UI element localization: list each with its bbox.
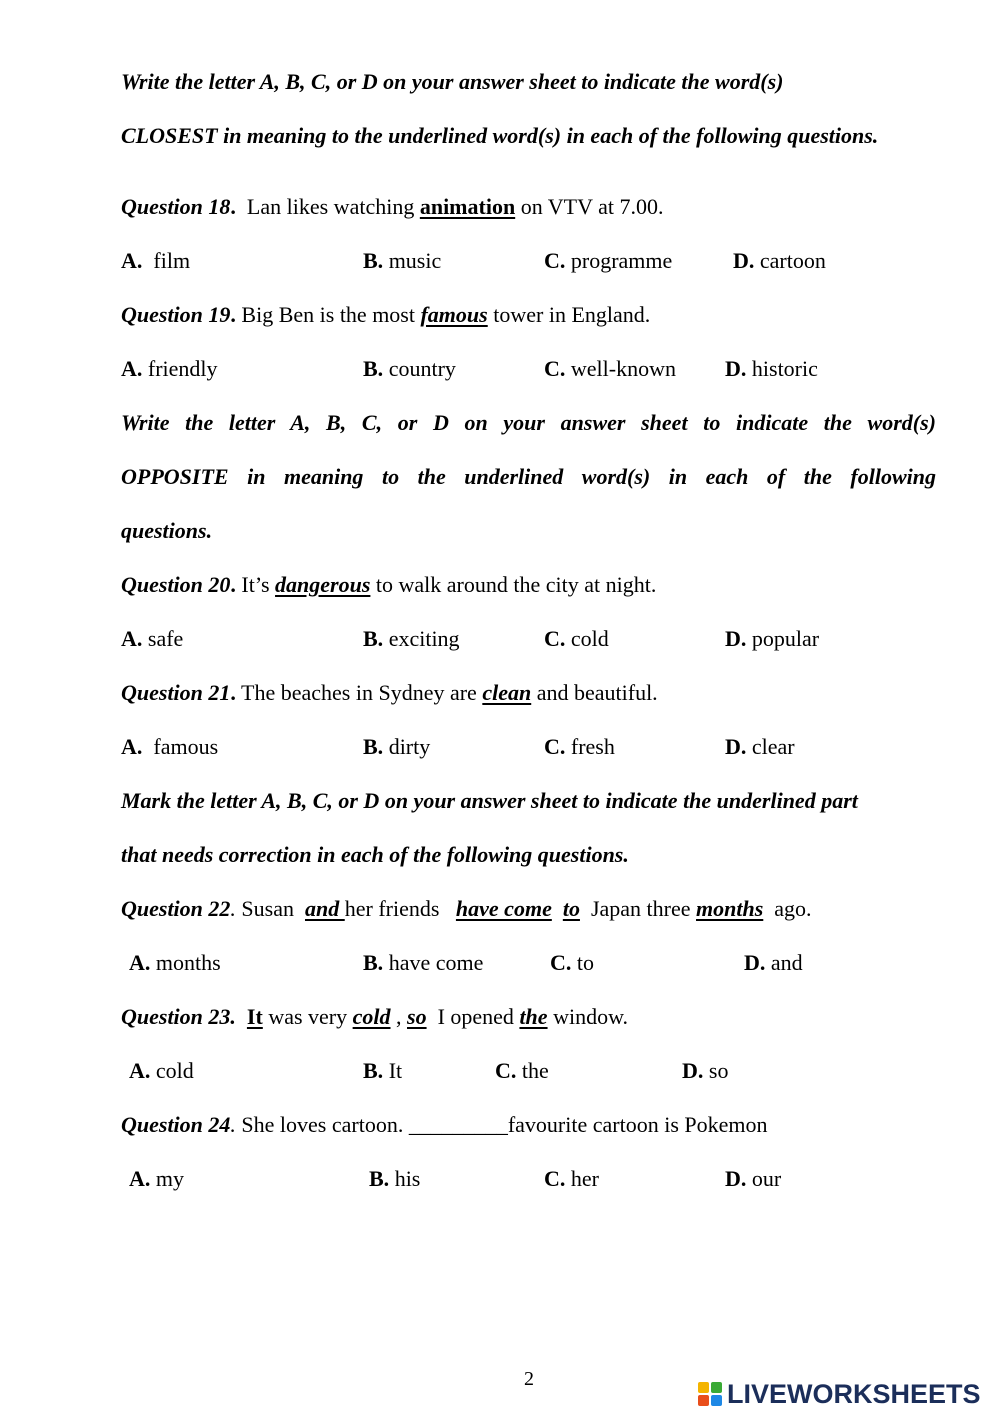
underlined-part: It	[246, 1004, 263, 1029]
option-a[interactable]: A. my	[129, 1166, 185, 1191]
underlined-part: cold	[352, 1004, 391, 1029]
option-a[interactable]: A. safe	[121, 626, 184, 651]
question-18-options	[121, 246, 936, 276]
question-label: Question 24	[121, 1112, 231, 1137]
underlined-part: so	[407, 1004, 427, 1029]
underlined-part: and	[304, 896, 345, 921]
option-b[interactable]: B. dirty	[363, 734, 431, 759]
option-d[interactable]: D. historic	[725, 356, 818, 381]
option-d[interactable]: D. our	[725, 1166, 782, 1191]
option-a[interactable]: A. cold	[129, 1058, 194, 1083]
instruction-opposite-line1: Write the letter A, B, C, or D on your answer sheet to indicate the word(s)	[121, 410, 936, 435]
option-a[interactable]: A. famous	[121, 734, 219, 759]
question-24-options	[121, 1164, 936, 1194]
question-19-options	[121, 354, 936, 384]
question-22-options	[121, 948, 936, 978]
question-19: Question 19. Big Ben is the most famous tower in England.	[121, 302, 651, 327]
option-a[interactable]: A. film	[121, 248, 191, 273]
option-b[interactable]: B. music	[363, 248, 442, 273]
option-d[interactable]: D. popular	[725, 626, 820, 651]
question-label: Question 21	[121, 680, 231, 705]
underlined-word: dangerous	[275, 572, 371, 597]
page-number: 2	[524, 1368, 534, 1390]
question-label: Question 20	[121, 572, 231, 597]
option-b[interactable]: B. country	[363, 356, 456, 381]
underlined-word: clean	[482, 680, 532, 705]
option-b[interactable]: B. his	[369, 1166, 421, 1191]
question-23-options	[121, 1056, 936, 1086]
underlined-word: famous	[420, 302, 488, 327]
question-23: Question 23. It was very cold , so I opened the window.	[121, 1004, 629, 1029]
option-d[interactable]: D. cartoon	[733, 248, 826, 273]
question-label: Question 18	[121, 194, 231, 219]
option-c[interactable]: C. to	[550, 950, 595, 975]
underlined-part: have come	[455, 896, 552, 921]
instruction-opposite-line3: questions.	[121, 518, 213, 543]
underlined-word: animation	[419, 194, 516, 219]
option-c[interactable]: C. fresh	[544, 734, 615, 759]
question-label: Question 23.	[121, 1004, 236, 1029]
question-22: Question 22. Susan and her friends have come to Japan three months ago.	[121, 896, 812, 921]
question-label: Question 22	[121, 896, 231, 921]
question-20: Question 20. It’s dangerous to walk around the city at night.	[121, 572, 657, 597]
option-c[interactable]: C. cold	[544, 626, 609, 651]
question-21-options	[121, 732, 936, 762]
option-b[interactable]: B. exciting	[363, 626, 460, 651]
underlined-part: months	[696, 896, 764, 921]
question-18: Question 18. Lan likes watching animation on VTV at 7.00.	[121, 194, 664, 219]
question-20-options	[121, 624, 936, 654]
option-c[interactable]: C. well-known	[544, 356, 676, 381]
instruction-correction-line1: Mark the letter A, B, C, or D on your answer sheet to indicate the underlined part	[121, 788, 858, 813]
question-24: Question 24. She loves cartoon. _________favourite cartoon is Pokemon	[121, 1112, 768, 1137]
underlined-part: the	[519, 1004, 548, 1029]
option-d[interactable]: D. so	[682, 1058, 729, 1083]
option-a[interactable]: A. friendly	[121, 356, 218, 381]
underlined-part: to	[562, 896, 580, 921]
option-b[interactable]: B. have come	[363, 950, 484, 975]
instruction-closest-line2: CLOSEST in meaning to the underlined word(s) in each of the following questions.	[121, 123, 879, 148]
liveworksheets-logo[interactable]	[697, 1378, 981, 1410]
option-c[interactable]: C. the	[495, 1058, 549, 1083]
option-a[interactable]: A. months	[129, 950, 221, 975]
option-b[interactable]: B. It	[363, 1058, 403, 1083]
option-c[interactable]: C. programme	[544, 248, 673, 273]
instruction-correction-line2: that needs correction in each of the following questions.	[121, 842, 629, 867]
liveworksheets-icon	[697, 1381, 723, 1407]
instruction-opposite-line2: OPPOSITE in meaning to the underlined word(s) in each of the following	[121, 464, 936, 489]
option-c[interactable]: C. her	[544, 1166, 599, 1191]
instruction-closest-line1: Write the letter A, B, C, or D on your answer sheet to indicate the word(s)	[121, 69, 784, 94]
question-label: Question 19	[121, 302, 231, 327]
question-21: Question 21. The beaches in Sydney are clean and beautiful.	[121, 680, 658, 705]
option-d[interactable]: D. and	[744, 950, 803, 975]
brand-text: LIVEWORKSHEETS	[727, 1378, 981, 1409]
option-d[interactable]: D. clear	[725, 734, 795, 759]
